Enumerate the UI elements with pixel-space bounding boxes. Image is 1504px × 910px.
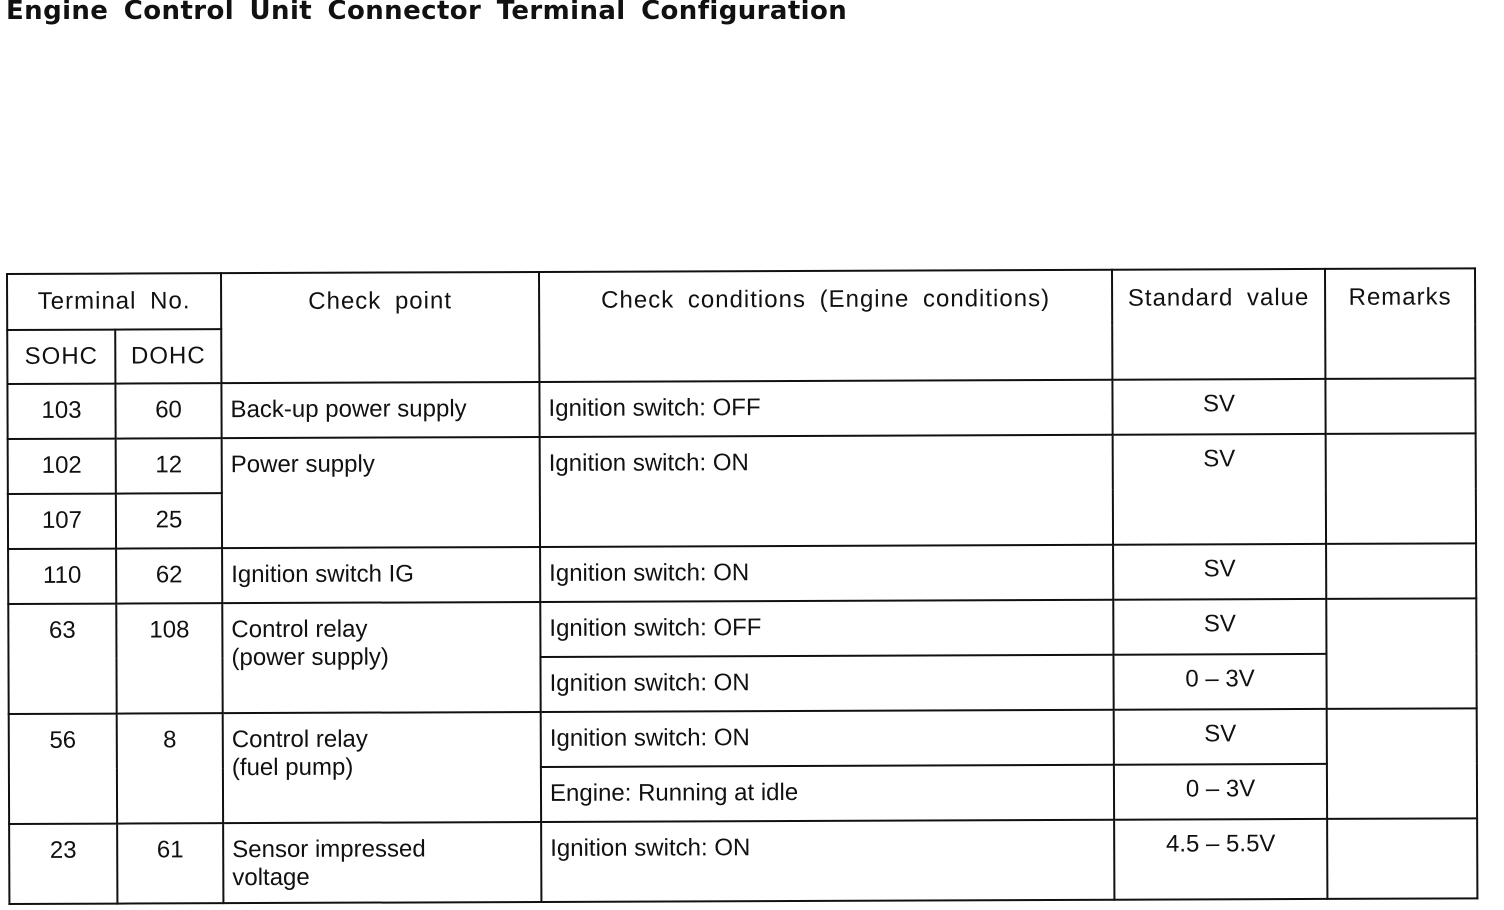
check-point: Control relay (fuel pump) bbox=[223, 712, 541, 823]
check-point: Sensor impressed voltage bbox=[223, 822, 541, 903]
table-row bbox=[7, 378, 1475, 439]
check-point: Ignition switch IG bbox=[222, 547, 540, 603]
standard-value: SV bbox=[1113, 434, 1326, 545]
standard-value: SV bbox=[1113, 544, 1326, 600]
sohc-terminal: 110 bbox=[8, 549, 116, 604]
table-row bbox=[8, 598, 1476, 659]
check-condition: Ignition switch: ON bbox=[541, 820, 1114, 902]
standard-value: SV bbox=[1112, 379, 1325, 435]
page-title: Engine Control Unit Connector Terminal Configuration bbox=[6, 0, 848, 26]
dohc-header: DOHC bbox=[115, 329, 221, 383]
terminal-configuration-table bbox=[6, 267, 1478, 905]
standard-value: 4.5 – 5.5V bbox=[1114, 819, 1327, 900]
sohc-header: SOHC bbox=[7, 330, 115, 384]
dohc-terminal: 12 bbox=[116, 438, 222, 493]
dohc-terminal: 62 bbox=[116, 548, 222, 603]
check-point: Control relay (power supply) bbox=[222, 602, 540, 713]
remarks-header: Remarks bbox=[1325, 268, 1475, 379]
dohc-terminal: 8 bbox=[117, 713, 223, 823]
check-conditions-header: Check conditions (Engine conditions) bbox=[539, 270, 1112, 382]
check-condition: Ignition switch: OFF bbox=[539, 380, 1112, 437]
dohc-terminal: 108 bbox=[116, 603, 222, 713]
sohc-terminal: 63 bbox=[8, 604, 116, 714]
dohc-terminal: 25 bbox=[116, 493, 222, 548]
remarks-cell bbox=[1326, 598, 1476, 709]
check-condition: Ignition switch: ON bbox=[541, 710, 1114, 767]
remarks-cell bbox=[1325, 378, 1475, 434]
check-point: Power supply bbox=[222, 437, 540, 548]
standard-value-header: Standard value bbox=[1112, 269, 1325, 380]
dohc-terminal: 60 bbox=[115, 383, 221, 438]
check-point: Back-up power supply bbox=[221, 382, 539, 438]
check-condition: Ignition switch: ON bbox=[540, 545, 1113, 602]
standard-value: SV bbox=[1114, 709, 1327, 765]
remarks-cell bbox=[1327, 818, 1477, 899]
sohc-terminal: 107 bbox=[8, 494, 116, 549]
sohc-terminal: 56 bbox=[9, 714, 117, 824]
table-row bbox=[9, 818, 1477, 904]
sohc-terminal: 102 bbox=[8, 439, 116, 494]
table-row bbox=[9, 708, 1477, 769]
table-row bbox=[8, 433, 1476, 494]
check-condition: Ignition switch: ON bbox=[540, 655, 1113, 712]
standard-value: SV bbox=[1113, 599, 1326, 655]
terminal-no-header: Terminal No. bbox=[7, 273, 221, 330]
remarks-cell bbox=[1327, 708, 1477, 819]
check-condition: Ignition switch: OFF bbox=[540, 600, 1113, 657]
check-point-header: Check point bbox=[221, 272, 539, 383]
standard-value: 0 – 3V bbox=[1113, 654, 1326, 710]
dohc-terminal: 61 bbox=[117, 823, 223, 903]
sohc-terminal: 23 bbox=[9, 824, 117, 904]
standard-value: 0 – 3V bbox=[1114, 764, 1327, 820]
check-condition: Ignition switch: ON bbox=[540, 435, 1113, 547]
remarks-cell bbox=[1326, 543, 1476, 599]
table-row bbox=[8, 543, 1476, 604]
check-condition: Engine: Running at idle bbox=[541, 765, 1114, 822]
sohc-terminal: 103 bbox=[7, 384, 115, 439]
header-row bbox=[7, 268, 1475, 330]
remarks-cell bbox=[1326, 433, 1476, 544]
